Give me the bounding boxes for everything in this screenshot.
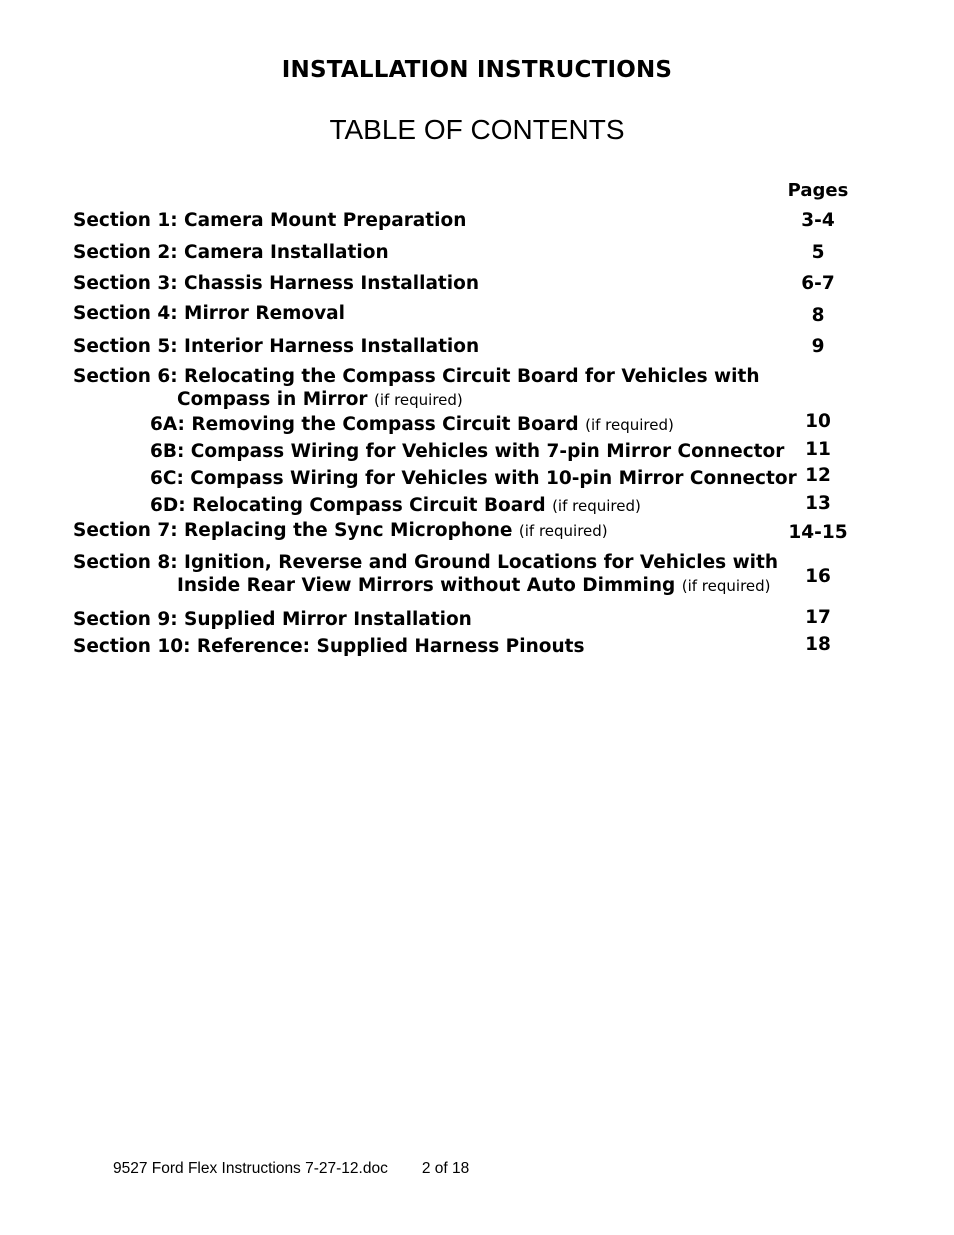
toc-entry-label: Section 4: Mirror Removal bbox=[73, 303, 345, 324]
toc-entry-label: Section 3: Chassis Harness Installation bbox=[73, 273, 479, 294]
toc-page-number: 8 bbox=[811, 305, 825, 326]
toc-entry-section-1 bbox=[73, 209, 466, 232]
toc-entry-label: 6C: Compass Wiring for Vehicles with 10-pin Mirror Connector bbox=[150, 468, 797, 489]
toc-entry-label: Section 1: Camera Mount Preparation bbox=[73, 210, 467, 231]
toc-entry-section-2 bbox=[73, 241, 389, 264]
toc-entry-label-continued: Compass in Mirror bbox=[177, 389, 368, 410]
toc-entry-6c bbox=[150, 467, 797, 490]
toc-entry-label: Section 5: Interior Harness Installation bbox=[73, 336, 480, 357]
toc-page-number: 9 bbox=[811, 336, 825, 357]
pages-column-header: Pages bbox=[787, 180, 849, 201]
toc-entry-note: (if required) bbox=[518, 522, 608, 540]
toc-page-number: 12 bbox=[805, 465, 831, 486]
toc-entry-note: (if required) bbox=[681, 577, 771, 595]
toc-page-number: 14-15 bbox=[788, 522, 848, 543]
toc-entry-section-10 bbox=[73, 635, 584, 658]
toc-heading: TABLE OF CONTENTS bbox=[329, 114, 625, 145]
toc-page-number: 16 bbox=[805, 566, 831, 587]
toc-page-number: 11 bbox=[805, 439, 831, 460]
toc-entry-label-continued: Inside Rear View Mirrors without Auto Dimming bbox=[177, 575, 676, 596]
toc-entry-section-8 bbox=[73, 551, 778, 598]
toc-entry-label: 6A: Removing the Compass Circuit Board bbox=[150, 414, 579, 435]
toc-entry-label: Section 8: Ignition, Reverse and Ground Locations for Vehicles with bbox=[73, 552, 779, 573]
toc-entry-6d bbox=[150, 494, 641, 518]
toc-page-number: 18 bbox=[805, 634, 831, 655]
toc-entry-label: 6B: Compass Wiring for Vehicles with 7-pin Mirror Connector bbox=[150, 441, 785, 462]
toc-entry-section-4 bbox=[73, 302, 345, 325]
document-title: INSTALLATION INSTRUCTIONS bbox=[281, 57, 673, 83]
toc-entry-label: 6D: Relocating Compass Circuit Board bbox=[150, 495, 546, 516]
toc-entry-note: (if required) bbox=[552, 497, 641, 515]
toc-entry-section-9 bbox=[73, 608, 472, 631]
toc-page-number: 6-7 bbox=[801, 273, 835, 294]
toc-page-number: 17 bbox=[805, 607, 831, 628]
toc-entry-section-3 bbox=[73, 272, 479, 295]
toc-entry-label: Section 10: Reference: Supplied Harness Pinouts bbox=[73, 636, 585, 657]
toc-page-number: 10 bbox=[805, 411, 831, 432]
toc-entry-section-5 bbox=[73, 335, 479, 358]
footer-filename: 9527 Ford Flex Instructions 7-27-12.doc bbox=[113, 1160, 388, 1177]
toc-entry-section-6 bbox=[73, 365, 760, 412]
toc-entry-note: (if required) bbox=[585, 416, 674, 434]
toc-entry-label: Section 6: Relocating the Compass Circuit Board for Vehicles with bbox=[73, 366, 760, 387]
toc-entry-note: (if required) bbox=[374, 391, 463, 409]
toc-entry-6a bbox=[150, 413, 674, 437]
footer-page-count: 2 of 18 bbox=[421, 1160, 470, 1177]
toc-page-number: 13 bbox=[805, 493, 831, 514]
toc-entry-label: Section 7: Replacing the Sync Microphone bbox=[73, 520, 513, 541]
toc-entry-label: Section 2: Camera Installation bbox=[73, 242, 389, 263]
toc-entry-label: Section 9: Supplied Mirror Installation bbox=[73, 609, 472, 630]
toc-entry-section-7 bbox=[73, 519, 608, 543]
toc-page-number: 5 bbox=[811, 242, 825, 263]
toc-page-number: 3-4 bbox=[801, 210, 835, 231]
toc-entry-6b bbox=[150, 440, 784, 463]
page-footer bbox=[113, 1160, 469, 1178]
